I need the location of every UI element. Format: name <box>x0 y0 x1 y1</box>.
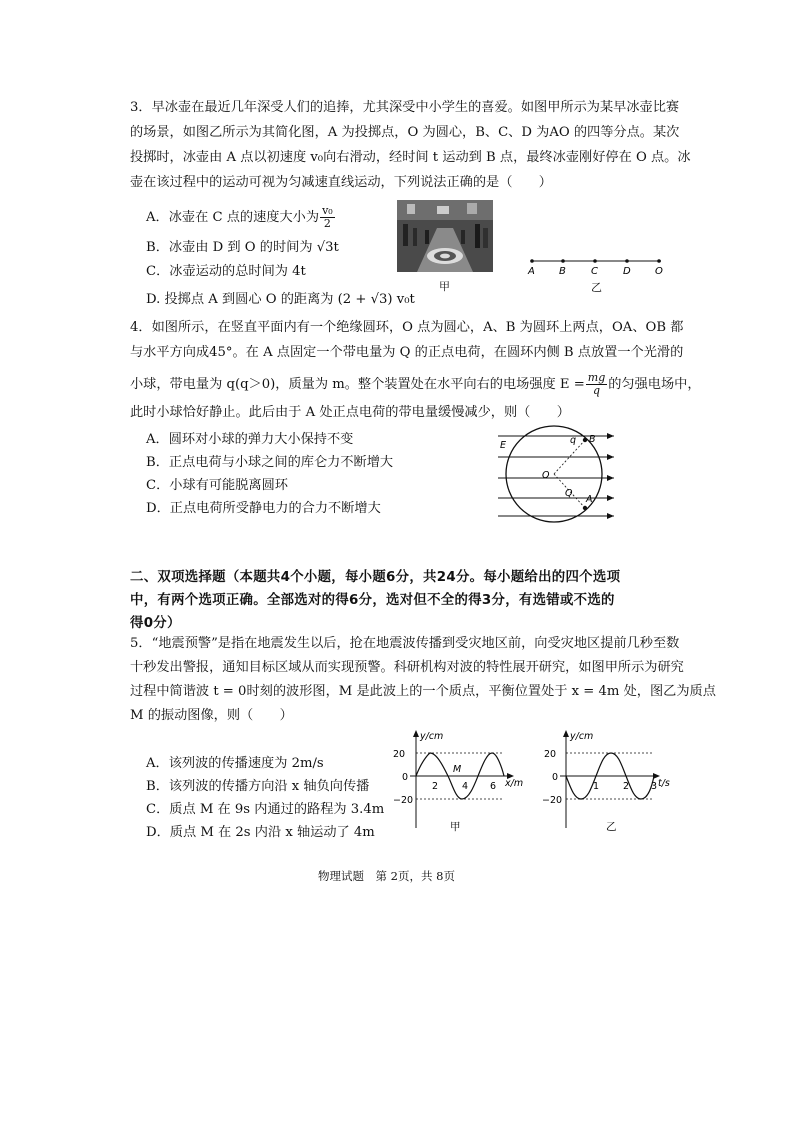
point-b-label: B <box>559 266 566 277</box>
q3-option-b[interactable]: B．冰壶由 D 到 O 的时间为 √3t <box>146 240 339 255</box>
yi-xtick-2: 2 <box>623 781 630 792</box>
q3-line-2: 的场景，如图乙所示为其简化图，A 为投掷点，O 为圆心，B、C、D 为AO 的四等分点。某次 <box>130 125 680 140</box>
section2-line-3: 得0分） <box>130 616 181 631</box>
figure-yi-caption: 乙 <box>591 281 602 294</box>
yi-ytick-20: 20 <box>544 749 557 760</box>
q4-option-c[interactable]: C．小球有可能脱离圆环 <box>146 478 288 493</box>
center-o-label: O <box>542 470 550 481</box>
jia-ytick-0: 0 <box>402 772 409 783</box>
q3-option-d[interactable]: D. 投掷点 A 到圆心 O 的距离为 (2 + √3) v₀t <box>146 292 415 307</box>
q5-option-d[interactable]: D．质点 M 在 2s 内沿 x 轴运动了 4m <box>146 825 375 840</box>
jia-caption: 甲 <box>450 821 461 833</box>
q4-option-b[interactable]: B．正点电荷与小球之间的库仑力不断增大 <box>146 455 394 470</box>
section2-line-2: 中，有两个选项正确。全部选对的得6分，选对但不全的得3分，有选错或不选的 <box>130 593 615 608</box>
yi-xtick-1: 1 <box>593 781 600 792</box>
q3-line-4: 壶在该过程中的运动可视为匀减速直线运动，下列说法正确的是（ ） <box>130 175 552 190</box>
q4-line-4: 此时小球恰好静止。此后由于 A 处正点电荷的带电量缓慢减少，则（ ） <box>130 405 570 420</box>
section2-line-1: 二、双项选择题（本题共4个小题，每小题6分，共24分。每小题给出的四个选项 <box>130 570 621 585</box>
q3-option-a-text: A．冰壶在 C 点的速度大小为 <box>146 210 320 225</box>
jia-ytick-20: 20 <box>393 749 406 760</box>
yi-ytick-0: 0 <box>552 772 559 783</box>
ring-diagram <box>492 418 622 526</box>
yi-ytick-neg20: −20 <box>542 795 563 806</box>
q4-option-d[interactable]: D．正点电荷所受静电力的合力不断增大 <box>146 501 381 516</box>
q3-line-3: 投掷时，冰壶由 A 点以初速度 v₀向右滑动，经时间 t 运动到 B 点，最终冰壶刚好停在 O 点。冰 <box>130 150 691 165</box>
point-m-label: M <box>453 764 462 775</box>
wave-graph-jia <box>390 728 530 840</box>
q5-line-4: M 的振动图像，则（ ） <box>130 708 293 723</box>
q3-line-1: 3．早冰壶在最近几年深受人们的追捧，尤其深受中小学生的喜爱。如图甲所示为某早冰壶比赛 <box>130 100 680 115</box>
q5-line-1: 5．“地震预警”是指在地震发生以后，抢在地震波传播到受灾地区前，向受灾地区提前几秒至数 <box>130 636 680 651</box>
jia-ytick-neg20: −20 <box>393 795 414 806</box>
q4-field-fraction: $\frac{mg}{q}$ <box>587 371 606 397</box>
point-c-label: C <box>591 266 598 277</box>
figure-jia-caption: 甲 <box>439 280 450 293</box>
q5-option-a[interactable]: A．该列波的传播速度为 2m/s <box>146 756 324 771</box>
vibration-graph-yi <box>538 728 678 840</box>
q5-line-3: 过程中简谐波 t = 0时刻的波形图，M 是此波上的一个质点，平衡位置处于 x = 4m 处，图乙为质点 <box>130 684 716 699</box>
field-e-label: E <box>500 440 507 451</box>
q5-line-2: 十秒发出警报，通知目标区域从而实现预警。科研机构对波的特性展开研究，如图甲所示为研究 <box>130 660 684 675</box>
q4-line-2: 与水平方向成45°。在 A 点固定一个带电量为 Q 的正点电荷，在圆环内侧 B 点放置一个光滑的 <box>130 345 684 360</box>
jia-xtick-4: 4 <box>462 781 469 792</box>
q3-option-c[interactable]: C．冰壶运动的总时间为 4t <box>146 264 306 279</box>
jia-xtick-2: 2 <box>432 781 439 792</box>
curling-photo <box>397 200 493 272</box>
point-b-ring-label: B <box>589 434 596 445</box>
point-d-label: D <box>623 266 631 277</box>
yi-xtick-3: 3 <box>651 781 658 792</box>
charge-big-q-label: Q <box>565 488 573 499</box>
yi-xlabel: t/s <box>658 778 670 789</box>
q3-line-diagram <box>525 256 670 278</box>
yi-ylabel: y/cm <box>570 731 594 742</box>
jia-xtick-6: 6 <box>490 781 497 792</box>
page-footer: 物理试题 第 2页，共 8页 <box>318 869 455 883</box>
jia-ylabel: y/cm <box>420 731 444 742</box>
point-o-label: O <box>655 266 663 277</box>
q4-option-a[interactable]: A．圆环对小球的弹力大小保持不变 <box>146 432 354 447</box>
point-a-ring-label: A <box>586 494 593 505</box>
charge-q-label: q <box>570 435 577 446</box>
q3-option-a[interactable] <box>146 205 336 230</box>
q5-option-b[interactable]: B．该列波的传播方向沿 x 轴负向传播 <box>146 779 370 794</box>
q4-line-3: 小球，带电量为 q(q＞0)，质量为 m。整个装置处在水平向右的电场强度 E = $\frac{mg}{q}$ 的匀强电场中， <box>130 371 701 397</box>
point-a-label: A <box>528 266 535 277</box>
q4-line-1: 4．如图所示，在竖直平面内有一个绝缘圆环，O 点为圆心，A、B 为圆环上两点，OA、OB 都 <box>130 320 684 335</box>
q3-option-a-fraction: $\frac{\text{v₀}}{2}$ <box>322 204 333 230</box>
q5-option-c[interactable]: C．质点 M 在 9s 内通过的路程为 3.4m <box>146 802 385 817</box>
jia-xlabel: x/m <box>505 778 524 789</box>
yi-caption: 乙 <box>606 821 617 833</box>
